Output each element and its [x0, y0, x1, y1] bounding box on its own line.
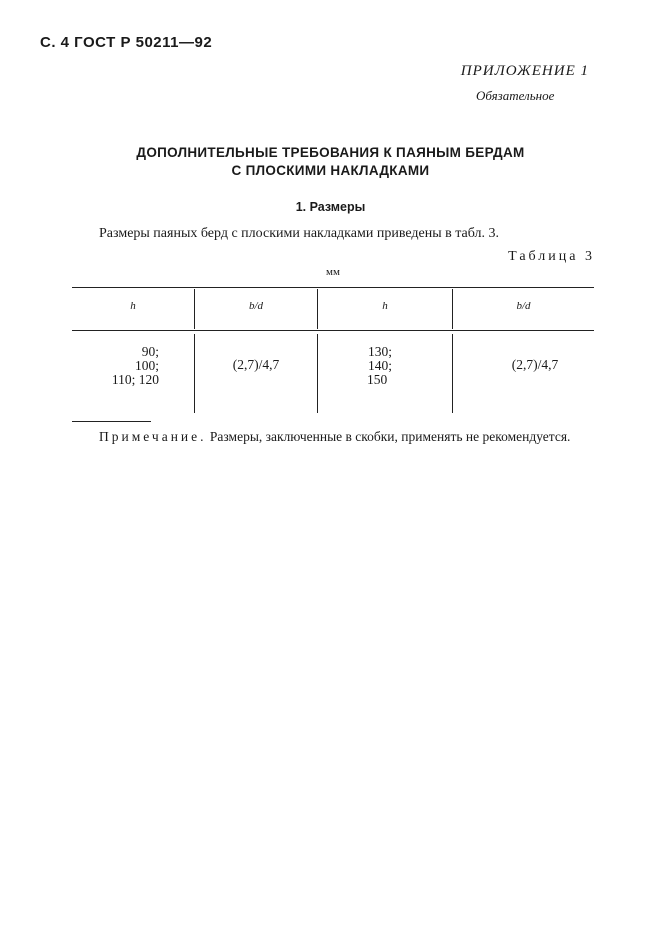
table-header-rule — [72, 330, 594, 331]
footnote-rule — [72, 421, 151, 422]
appendix-status: Обязательное — [476, 88, 555, 103]
table-top-rule — [72, 287, 594, 288]
table-cell-h2 — [318, 345, 392, 387]
table-cell-bd1: (2,7)/4,7 — [232, 357, 280, 372]
note-label: Примечание. — [99, 429, 207, 444]
table-header-h2: h — [382, 300, 388, 312]
table-value: 140; — [367, 358, 392, 373]
table-note — [99, 428, 599, 445]
table-label: Таблица 3 — [508, 249, 595, 264]
section-heading: 1. Размеры — [295, 200, 366, 214]
table-header-h1: h — [130, 300, 136, 312]
table-value: 110; 120 — [111, 372, 159, 387]
table-value: 100; — [134, 358, 159, 373]
document-code: С. 4 ГОСТ Р 50211—92 — [40, 34, 213, 51]
table-cell-bd2: (2,7)/4,7 — [511, 357, 559, 372]
table-value: 90; — [141, 344, 159, 359]
appendix-label: ПРИЛОЖЕНИЕ 1 — [460, 63, 589, 79]
table-divider-1-body — [194, 334, 195, 413]
appendix-title — [0, 144, 661, 180]
table-header-bd2: b/d — [516, 300, 531, 312]
title-line-2: С ПЛОСКИМИ НАКЛАДКАМИ — [231, 163, 430, 178]
table-unit: мм — [326, 266, 340, 278]
section-text: Размеры паяных берд с плоскими накладками приведены в табл. 3. — [99, 226, 499, 241]
note-text: Размеры, заключенные в скобки, применять не рекомендуется. — [209, 429, 571, 444]
table-value: 130; — [367, 344, 392, 359]
title-line-1: ДОПОЛНИТЕЛЬНЫЕ ТРЕБОВАНИЯ К ПАЯНЫМ БЕРДАМ — [136, 145, 525, 160]
table-divider-3-body — [452, 334, 453, 413]
table-header-bd1: b/d — [248, 300, 264, 312]
table-value: 150 — [367, 372, 388, 387]
table-cell-h1 — [72, 345, 159, 387]
